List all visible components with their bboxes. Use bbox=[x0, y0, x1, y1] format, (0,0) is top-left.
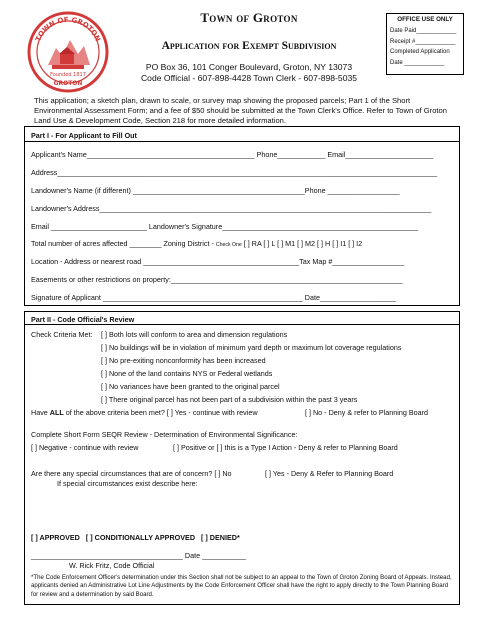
seqr-negative[interactable]: [ ] Negative - continue with review bbox=[31, 443, 139, 452]
footnote: *The Code Enforcement Officer's determination under this Section shall not be subject to an appeal to the Town of Groton Zoning Board of Appeals. Instead, applicants denied an Administrative Lot Line Adjustments by the Code Enforcement Officer shall have the right to apply directly to the Town Planning Board for review and a determination by said Board. bbox=[31, 574, 452, 598]
criterion-item[interactable]: [ ] There original parcel has not been part of a subdivision within the past 3 years bbox=[101, 395, 358, 404]
criteria-label: Check Criteria Met: bbox=[31, 330, 93, 339]
part1-title: Part I - For Applicant to Fill Out bbox=[31, 131, 137, 140]
special-circumstances-yes[interactable]: [ ] Yes - Deny & Refer to Planning Board bbox=[265, 469, 394, 478]
check-one-label: Check One bbox=[215, 242, 242, 248]
office-use-box bbox=[386, 13, 464, 75]
decision-row[interactable] bbox=[31, 533, 240, 542]
intro-paragraph: This application; a sketch plan, drawn to scale, or survey map showing the proposed parcels; Part 1 of the Short Environmental Assessment Form; and a fee of $50 should be submitted at the Town Clerk's Office. Refer to Town of Groton Land Use & Development Code, Section 218 for more detailed information. bbox=[34, 96, 447, 125]
part1-section bbox=[24, 126, 460, 306]
conditional-option: [ ] CONDITIONALLY APPROVED bbox=[85, 533, 196, 542]
criterion-item[interactable]: [ ] No pre-exiting nonconformity has been increased bbox=[101, 356, 266, 365]
contact-numbers: Code Official - 607-898-4428 Town Clerk - 607-898-5035 bbox=[140, 73, 358, 83]
email-signature-row[interactable]: Email ________________________ Landowner's Signature_________________________________________________ bbox=[31, 222, 419, 231]
special-circumstances-no[interactable]: Are there any special circumstances that are of concern? [ ] No bbox=[31, 469, 232, 478]
town-seal bbox=[26, 10, 110, 94]
part2-section bbox=[24, 311, 460, 605]
seal-text-side: Founded 1817 bbox=[50, 72, 86, 78]
address-row[interactable]: Address_______________________________________________________________________________________________ bbox=[31, 168, 438, 177]
acres-label: Total number of acres affected ________ Zoning District - bbox=[31, 239, 216, 248]
office-date[interactable]: Date ____________ bbox=[390, 59, 445, 66]
office-completed: Completed Application bbox=[390, 49, 450, 56]
zoning-options[interactable]: [ ] RA [ ] L [ ] M1 [ ] M2 [ ] H [ ] I1 [ ] I2 bbox=[241, 239, 363, 248]
part2-title: Part II - Code Official's Review bbox=[31, 315, 135, 324]
seqr-positive[interactable]: [ ] Positive or [ ] this is a Type I Action - Deny & refer to Planning Board bbox=[173, 443, 398, 452]
official-signature-line[interactable]: ______________________________________ Date ___________ bbox=[31, 551, 247, 560]
criterion-item[interactable]: [ ] No buildings will be in violation of minimum yard depth or maximum lot coverage regulations bbox=[101, 343, 402, 352]
official-name: W. Rick Fritz, Code Official bbox=[69, 561, 155, 570]
special-explain-label: If special circumstances exist describe here: bbox=[57, 479, 198, 488]
location-row[interactable]: Location - Address or nearest road _______________________________________Tax Map #__________________ bbox=[31, 257, 405, 266]
all-criteria-yes[interactable]: Have ALL of the above criteria been met? [ ] Yes - continue with review bbox=[31, 408, 258, 417]
special-explain-area[interactable] bbox=[57, 490, 453, 526]
applicant-name-row[interactable]: Applicant's Name__________________________________________ Phone____________ Email______________________ bbox=[31, 150, 434, 159]
acres-zoning-row[interactable] bbox=[31, 239, 362, 248]
applicant-signature-row[interactable]: Signature of Applicant __________________________________________________ Date___________________ bbox=[31, 293, 396, 302]
part2-divider bbox=[25, 324, 459, 325]
all-criteria-no[interactable]: [ ] No - Deny & refer to Planning Board bbox=[305, 408, 429, 417]
landowner-address-row[interactable]: Landowner's Address___________________________________________________________________________________ bbox=[31, 204, 432, 213]
criterion-item[interactable]: [ ] None of the land contains NYS or Federal wetlands bbox=[101, 369, 273, 378]
approved-option: [ ] APPROVED bbox=[31, 533, 80, 542]
seal-text-top: TOWN OF GROTON bbox=[34, 15, 102, 43]
letterhead bbox=[118, 10, 380, 84]
seal-text-bottom: GROTON bbox=[53, 80, 83, 87]
form-title: Application for Exempt Subdivision bbox=[161, 40, 337, 52]
part1-divider bbox=[25, 141, 459, 142]
criterion-item[interactable]: [ ] No variances have been granted to the original parcel bbox=[101, 382, 280, 391]
denied-option: [ ] DENIED* bbox=[201, 533, 240, 542]
seqr-title: Complete Short Form SEQR Review - Determination of Environmental Significance: bbox=[31, 430, 298, 439]
office-use-title: OFFICE USE ONLY bbox=[397, 16, 453, 23]
criterion-item[interactable]: [ ] Both lots will conform to area and dimension regulations bbox=[101, 330, 288, 339]
town-name: Town of Groton bbox=[200, 10, 298, 25]
office-date-paid[interactable]: Date Paid____________ bbox=[390, 28, 457, 34]
address: PO Box 36, 101 Conger Boulevard, Groton, NY 13073 bbox=[145, 62, 353, 72]
landowner-name-row[interactable]: Landowner's Name (if different) ___________________________________________Phone __________________ bbox=[31, 186, 400, 195]
easements-row[interactable]: Easements or other restrictions on property:__________________________________________________________ bbox=[31, 275, 403, 284]
office-receipt[interactable]: Receipt #____________ bbox=[390, 38, 456, 45]
